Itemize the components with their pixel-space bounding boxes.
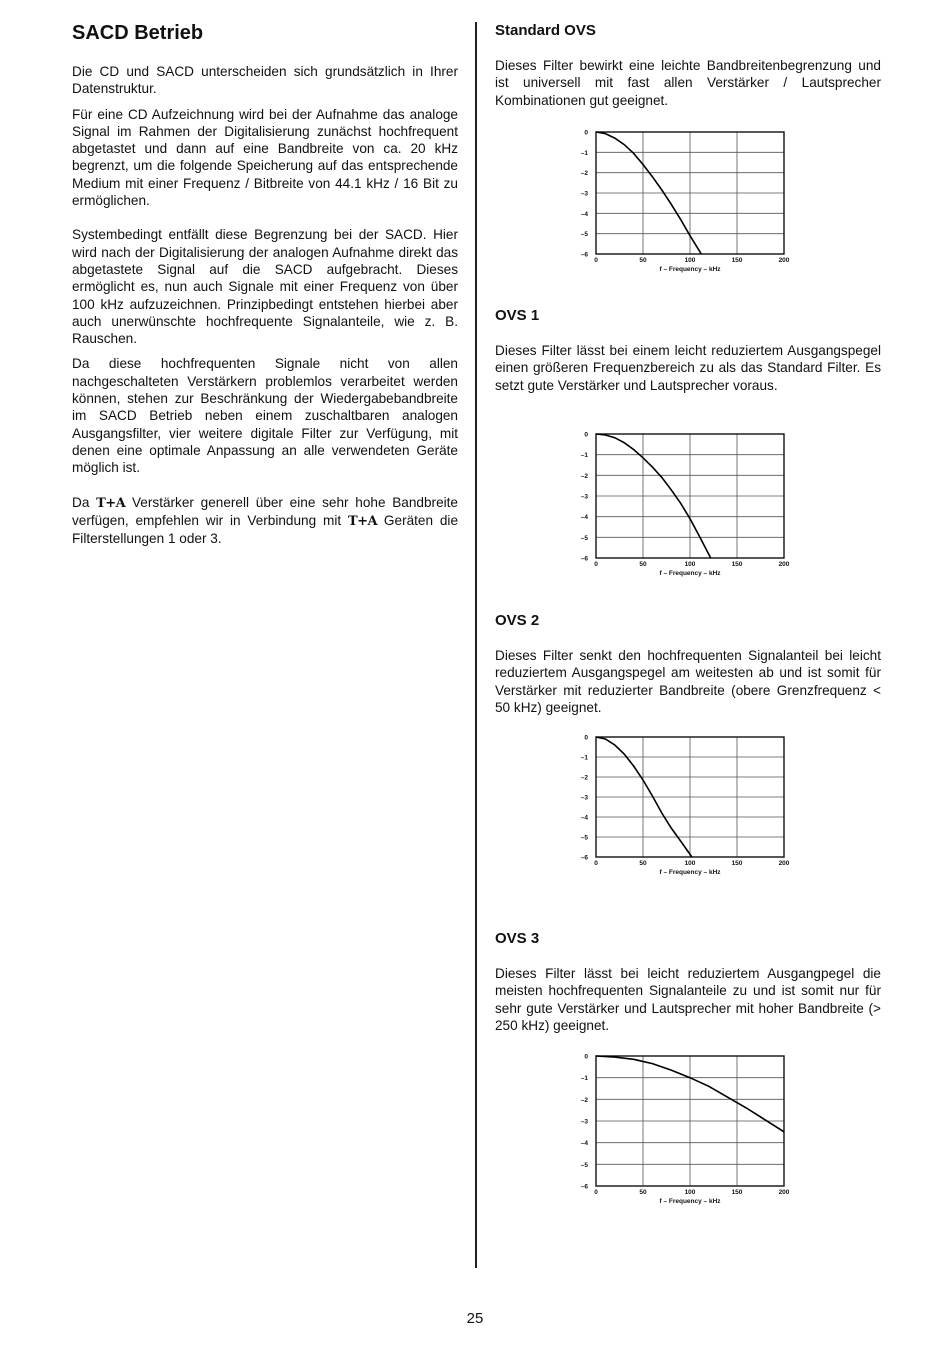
y-tick-label: –5 xyxy=(580,231,588,239)
section-ovs-1 xyxy=(495,305,881,394)
paragraph-recommendation xyxy=(72,494,458,548)
x-tick-label: 50 xyxy=(639,1189,647,1196)
y-tick-label: –5 xyxy=(580,534,588,542)
chart-ovs-1 xyxy=(560,428,800,585)
paragraph-filters: Da diese hochfrequenten Signale nicht von allen nachgeschalteten Verstärkern problemlos verarbeitet werden können, stehen zur Beschränkung der Wiedergabebandbreite im SACD Betrieb neben einem zuschaltbaren analogen Ausgangsfilter, vier weitere digitale Filter zur Verfügung, mit denen eine optimale Anpassung an alle verwendeten Geräte möglich ist. xyxy=(72,356,458,476)
y-tick-label: 0 xyxy=(584,431,588,439)
y-tick-label: –4 xyxy=(580,514,588,522)
frequency-response-chart xyxy=(560,1050,800,1208)
x-axis-label: f – Frequency – kHz xyxy=(659,869,721,876)
section-heading: OVS 1 xyxy=(495,307,540,324)
y-tick-label: –4 xyxy=(580,814,588,822)
y-tick-label: –4 xyxy=(580,1140,588,1148)
section-text: Dieses Filter lässt bei leicht reduziertem Ausgangpegel die meisten hochfrequenten Signalanteile zu und ist somit nur für sehr gute Verstärker und Lautsprecher mit hoher Bandbreite (> 250 kHz) geeignet. xyxy=(495,966,881,1033)
y-tick-label: –3 xyxy=(580,1118,588,1126)
section-heading: Standard OVS xyxy=(495,22,596,39)
page-title: SACD Betrieb xyxy=(72,22,204,44)
chart-ovs-2 xyxy=(560,731,800,884)
x-tick-label: 200 xyxy=(778,561,790,568)
y-tick-label: 0 xyxy=(584,129,588,137)
x-tick-label: 200 xyxy=(778,257,790,264)
y-tick-label: –5 xyxy=(580,834,588,842)
paragraph-intro: Die CD und SACD unterscheiden sich grundsätzlich in Ihrer Datenstruktur. xyxy=(72,64,458,97)
paragraph-sacd: Systembedingt entfällt diese Begrenzung bei der SACD. Hier wird nach der Digitalisierung der analogen Aufnahme direkt das abgetastete Signal auf die SACD aufgebracht. Dieses ermöglicht es, nun auch Signale mit einer Frequenz von über 100 kHz aufzuzeichnen. Prinzipbedingt entstehen hierbei aber auch unerwünschte hochfrequente Signalanteile, wie z. B. Rauschen. xyxy=(72,227,458,347)
section-heading: OVS 3 xyxy=(495,930,540,947)
x-tick-label: 100 xyxy=(684,860,696,867)
brand-logo: T+A xyxy=(347,513,378,529)
section-standard-ovs xyxy=(495,20,881,109)
x-tick-label: 0 xyxy=(594,561,598,568)
column-divider xyxy=(475,22,477,1268)
y-tick-label: –1 xyxy=(580,754,588,762)
x-tick-label: 50 xyxy=(639,860,647,867)
recommendation-text-a: Da xyxy=(72,494,97,510)
x-tick-label: 200 xyxy=(778,1189,790,1196)
x-axis-label: f – Frequency – kHz xyxy=(659,266,721,273)
x-axis-label: f – Frequency – kHz xyxy=(659,570,721,577)
x-tick-label: 0 xyxy=(594,257,598,264)
y-tick-label: –3 xyxy=(580,794,588,802)
x-tick-label: 150 xyxy=(731,1189,743,1196)
y-tick-label: –2 xyxy=(580,774,588,782)
y-tick-label: –2 xyxy=(580,472,588,480)
y-tick-label: –5 xyxy=(580,1161,588,1169)
y-tick-label: 0 xyxy=(584,734,588,742)
recommendation-text-b: Verstärker generell über eine sehr hohe Bandbreite verfügen, empfehlen wir in Verbindung mit xyxy=(72,494,458,528)
x-tick-label: 100 xyxy=(684,257,696,264)
section-heading: OVS 2 xyxy=(495,612,540,629)
y-tick-label: –6 xyxy=(580,251,588,259)
x-tick-label: 150 xyxy=(731,860,743,867)
y-tick-label: –6 xyxy=(580,555,588,563)
y-tick-label: –6 xyxy=(580,1183,588,1191)
x-tick-label: 0 xyxy=(594,1189,598,1196)
chart-ovs-3 xyxy=(560,1050,800,1213)
brand-logo: T+A xyxy=(96,495,126,511)
x-tick-label: 50 xyxy=(639,257,647,264)
y-tick-label: –2 xyxy=(580,170,588,178)
paragraph-cd: Für eine CD Aufzeichnung wird bei der Aufnahme das analoge Signal im Rahmen der Digitalisierung zunächst hochfrequent abgetastet und dann auf eine Bandbreite von ca. 20 kHz begrenzt, um die folgende Speicherung auf das entsprechende Medium mit einer Frequenz / Bitbreite von 44.1 kHz / 16 Bit zu ermöglichen. xyxy=(72,106,458,209)
y-tick-label: –4 xyxy=(580,210,588,218)
y-tick-label: –3 xyxy=(580,190,588,198)
x-axis-label: f – Frequency – kHz xyxy=(659,1198,721,1205)
x-tick-label: 50 xyxy=(639,561,647,568)
page-number: 25 xyxy=(466,1310,484,1327)
section-ovs-3 xyxy=(495,928,881,1034)
section-text: Dieses Filter senkt den hochfrequenten Signalanteil bei leicht reduziertem Ausgangspegel am weitesten ab und ist somit für Verstärker mit reduzierter Bandbreite (obere Grenzfrequenz < 50 kHz) geeignet. xyxy=(495,648,881,715)
y-tick-label: –6 xyxy=(580,854,588,862)
chart-standard-ovs xyxy=(560,126,800,281)
x-tick-label: 100 xyxy=(684,561,696,568)
y-tick-label: –2 xyxy=(580,1096,588,1104)
y-tick-label: –1 xyxy=(580,452,588,460)
y-tick-label: 0 xyxy=(584,1053,588,1061)
x-tick-label: 200 xyxy=(778,860,790,867)
y-tick-label: –1 xyxy=(580,1075,588,1083)
section-text: Dieses Filter bewirkt eine leichte Bandbreitenbegrenzung und ist universell mit fast allen Verstärker / Lautsprecher Kombinationen gut geeignet. xyxy=(495,58,881,108)
x-tick-label: 150 xyxy=(731,257,743,264)
left-column xyxy=(72,20,458,547)
x-tick-label: 0 xyxy=(594,860,598,867)
recommendation-text-c: Geräten die Filterstellungen 1 oder 3. xyxy=(72,512,459,547)
frequency-response-chart xyxy=(560,731,800,879)
y-tick-label: –3 xyxy=(580,493,588,501)
y-tick-label: –1 xyxy=(580,149,588,157)
x-tick-label: 100 xyxy=(684,1189,696,1196)
frequency-response-chart xyxy=(560,428,800,580)
frequency-response-chart xyxy=(560,126,800,276)
x-tick-label: 150 xyxy=(731,561,743,568)
section-text: Dieses Filter lässt bei einem leicht reduziertem Ausgangspegel einen größeren Frequenzbereich zu als das Standard Filter. Es setzt gute Verstärker und Lautsprecher voraus. xyxy=(495,343,881,393)
section-ovs-2 xyxy=(495,610,881,716)
